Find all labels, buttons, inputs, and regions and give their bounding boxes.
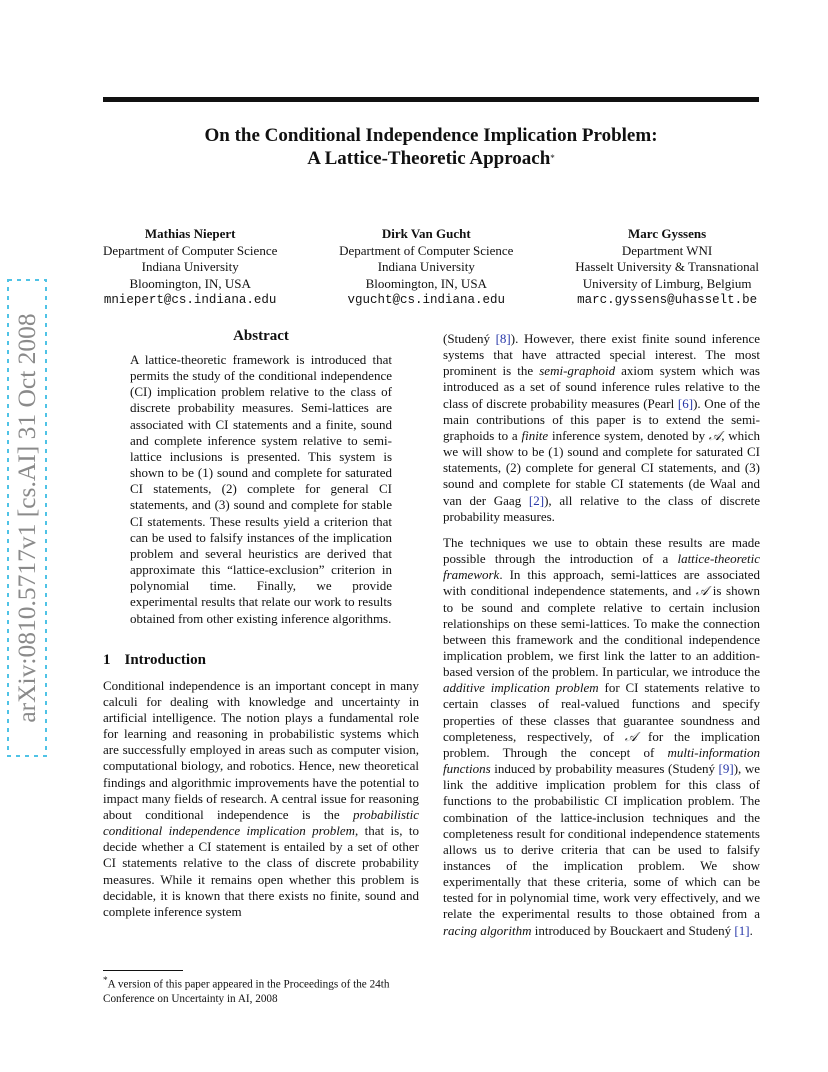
intro-paragraph bbox=[103, 678, 419, 920]
title-line-2 bbox=[103, 147, 759, 170]
author-dept: Department WNI bbox=[621, 242, 713, 258]
paragraph-1 bbox=[443, 331, 760, 525]
text-run: induced by probability measures (Studený bbox=[490, 761, 719, 777]
author-3 bbox=[575, 226, 759, 309]
text-run: ). However, there exist finite sound inference systems that have attracted special interest. The most prominent is the bbox=[443, 331, 760, 379]
text-run: ), all relative to the class of discrete probability measures. bbox=[443, 492, 760, 524]
emphasis: additive implication problem bbox=[443, 680, 599, 696]
author-dept: Department of Computer Science bbox=[339, 242, 514, 258]
text-run: . bbox=[749, 922, 753, 938]
text-run: axiom system which was introduced as a set of sound inference rules relative to the class of discrete probability measures (Pearl bbox=[443, 363, 760, 411]
abstract-heading: Abstract bbox=[233, 328, 289, 344]
footnote bbox=[103, 974, 419, 1006]
citation-link[interactable]: [8] bbox=[495, 331, 511, 346]
emphasis: lattice-theoretic framework bbox=[443, 551, 760, 583]
emphasis: finite bbox=[521, 427, 549, 443]
emphasis: racing algorithm bbox=[443, 922, 532, 938]
author-inst: Hasselt University & Transnational bbox=[575, 259, 759, 274]
emphasis: 𝒜 bbox=[695, 583, 709, 599]
author-inst: Indiana University bbox=[377, 259, 475, 274]
section-number: 1 bbox=[103, 651, 111, 668]
right-column bbox=[443, 331, 760, 939]
text-run: for CI statements relative to certain classes of real-valued functions and specify properties of these classes that guarantee soundness and completeness, respectively, of bbox=[443, 680, 760, 744]
footnote-text: A version of this paper appeared in the Proceedings of the 24th Conference on Uncertainty in AI, 2008 bbox=[103, 978, 390, 1005]
author-loc: Bloomington, IN, USA bbox=[365, 275, 487, 291]
text-run: introduced by Bouckaert and Studený bbox=[531, 922, 735, 938]
author-name: Marc Gyssens bbox=[628, 226, 707, 241]
section-heading bbox=[103, 651, 419, 669]
citation-link[interactable]: [2] bbox=[528, 492, 545, 508]
paragraph-2 bbox=[443, 535, 760, 939]
citation-link[interactable]: [9] bbox=[718, 761, 734, 777]
emphasis: probabilistic conditional independence implication problem bbox=[103, 806, 419, 839]
footnote-mark: * bbox=[103, 976, 108, 986]
author-loc: Bloomington, IN, USA bbox=[129, 275, 251, 291]
text-run: for the implication problem. Through the concept of bbox=[443, 728, 760, 760]
author-email: mniepert@cs.indiana.edu bbox=[103, 293, 277, 307]
text-run: . In this approach, semi-lattices are associated with conditional independence statements, and bbox=[443, 567, 760, 599]
author-2 bbox=[339, 226, 513, 309]
author-name: Mathias Niepert bbox=[144, 226, 236, 241]
paper-title bbox=[103, 124, 759, 170]
abstract-text: A lattice-theoretic framework is introduced that permits the study of the conditional independence (CI) implication problem relative to the class of discrete probability measures. Semi-lattices are associated with CI statements and a finite, sound and complete inference system relative to semi-lattice inclusions is presented. This system is shown to be (1) sound and complete for saturated CI statements, (2) complete for general CI statements, and (3) sound and complete for stable CI statements. These results yield a criterion that can be used to falsify instances of the implication problem and several heuristics are derived that approximate this “lattice-exclusion” criterion in polynomial time. Finally, we provide experimental results that relate our work to results obtained from other existing inference algorithms. bbox=[130, 352, 392, 626]
text-run: ), we link the additive implication problem for this class of functions to the probabilistic CI implication problem. The combination of the lattice-inclusion techniques and the completeness result for conditional independence statements allows us to derive criteria that can be used to falsify instances of the implication problem. We show experimentally that these criteria, some of which can be tested for in polynomial time, work very effectively, and we relate the experimental results to those obtained from a bbox=[443, 761, 760, 922]
left-column bbox=[103, 326, 419, 920]
text-run: ). One of the main contributions of this paper is to extend the semi-graphoids to a bbox=[443, 395, 760, 443]
citation-link[interactable]: [1] bbox=[734, 922, 750, 938]
author-name: Dirk Van Gucht bbox=[381, 226, 471, 241]
text-run: inference system, denoted by bbox=[548, 427, 709, 443]
text-run: is shown to be sound and complete relative to certain inclusion relationships on these semi-lattices. To make the connection between this framework and the conditional independence implication problem, we first link the latter to an addition-based version of the problem. In particular, we introduce the bbox=[443, 583, 760, 680]
emphasis: semi-graphoid bbox=[539, 363, 616, 379]
footnote-rule bbox=[103, 970, 183, 971]
emphasis: 𝒜 bbox=[708, 427, 722, 443]
author-dept: Department of Computer Science bbox=[103, 242, 278, 258]
emphasis: 𝒜 bbox=[624, 728, 638, 744]
author-block bbox=[103, 226, 759, 309]
title-footnote-mark: * bbox=[550, 153, 555, 163]
emphasis: multi-information functions bbox=[443, 744, 760, 777]
top-rule bbox=[103, 97, 759, 102]
author-loc: University of Limburg, Belgium bbox=[582, 275, 752, 291]
text-run: The techniques we use to obtain these results are made possible through the introduction of a bbox=[443, 534, 760, 567]
arxiv-stamp bbox=[2, 278, 52, 758]
author-1 bbox=[103, 226, 277, 309]
text-run: (Studený bbox=[443, 331, 496, 346]
title-line-1: On the Conditional Independence Implication Problem: bbox=[204, 125, 658, 146]
author-inst: Indiana University bbox=[141, 259, 239, 274]
citation-link[interactable]: [6] bbox=[677, 395, 694, 411]
text-run: Conditional independence is an important concept in many calculi for dealing with knowledge and uncertainty in artificial intelligence. The notion plays a fundamental role for learning and reasoning in probabilistic systems which are successfully employed in areas such as computer vision, computational biology, and robotics. Hence, new theoretical findings and algorithmic improvements have the potential to impact many fields of research. A central issue for reasoning about conditional independence is the bbox=[103, 677, 419, 822]
arxiv-identifier: arXiv:0810.5717v1 [cs.AI] 31 Oct 2008 bbox=[12, 313, 41, 723]
author-email: marc.gyssens@uhasselt.be bbox=[577, 293, 758, 307]
paragraph-gap bbox=[443, 525, 760, 535]
section-title: Introduction bbox=[124, 651, 206, 668]
author-email: vgucht@cs.indiana.edu bbox=[347, 293, 506, 307]
text-run: , that is, to decide whether a CI statement is entailed by a set of other CI statements relative to the class of discrete probability measures. While it remains open whether this problem is decidable, it is known that there exists no finite, sound and complete inference system bbox=[103, 823, 419, 919]
text-run: , which we will show to be (1) sound and complete for saturated CI statements, (2) complete for general CI statements, and (3) sound and complete for stable CI statements (de Waal and van der Gaag bbox=[443, 427, 760, 508]
title-line-2-text: A Lattice-Theoretic Approach bbox=[307, 148, 551, 169]
